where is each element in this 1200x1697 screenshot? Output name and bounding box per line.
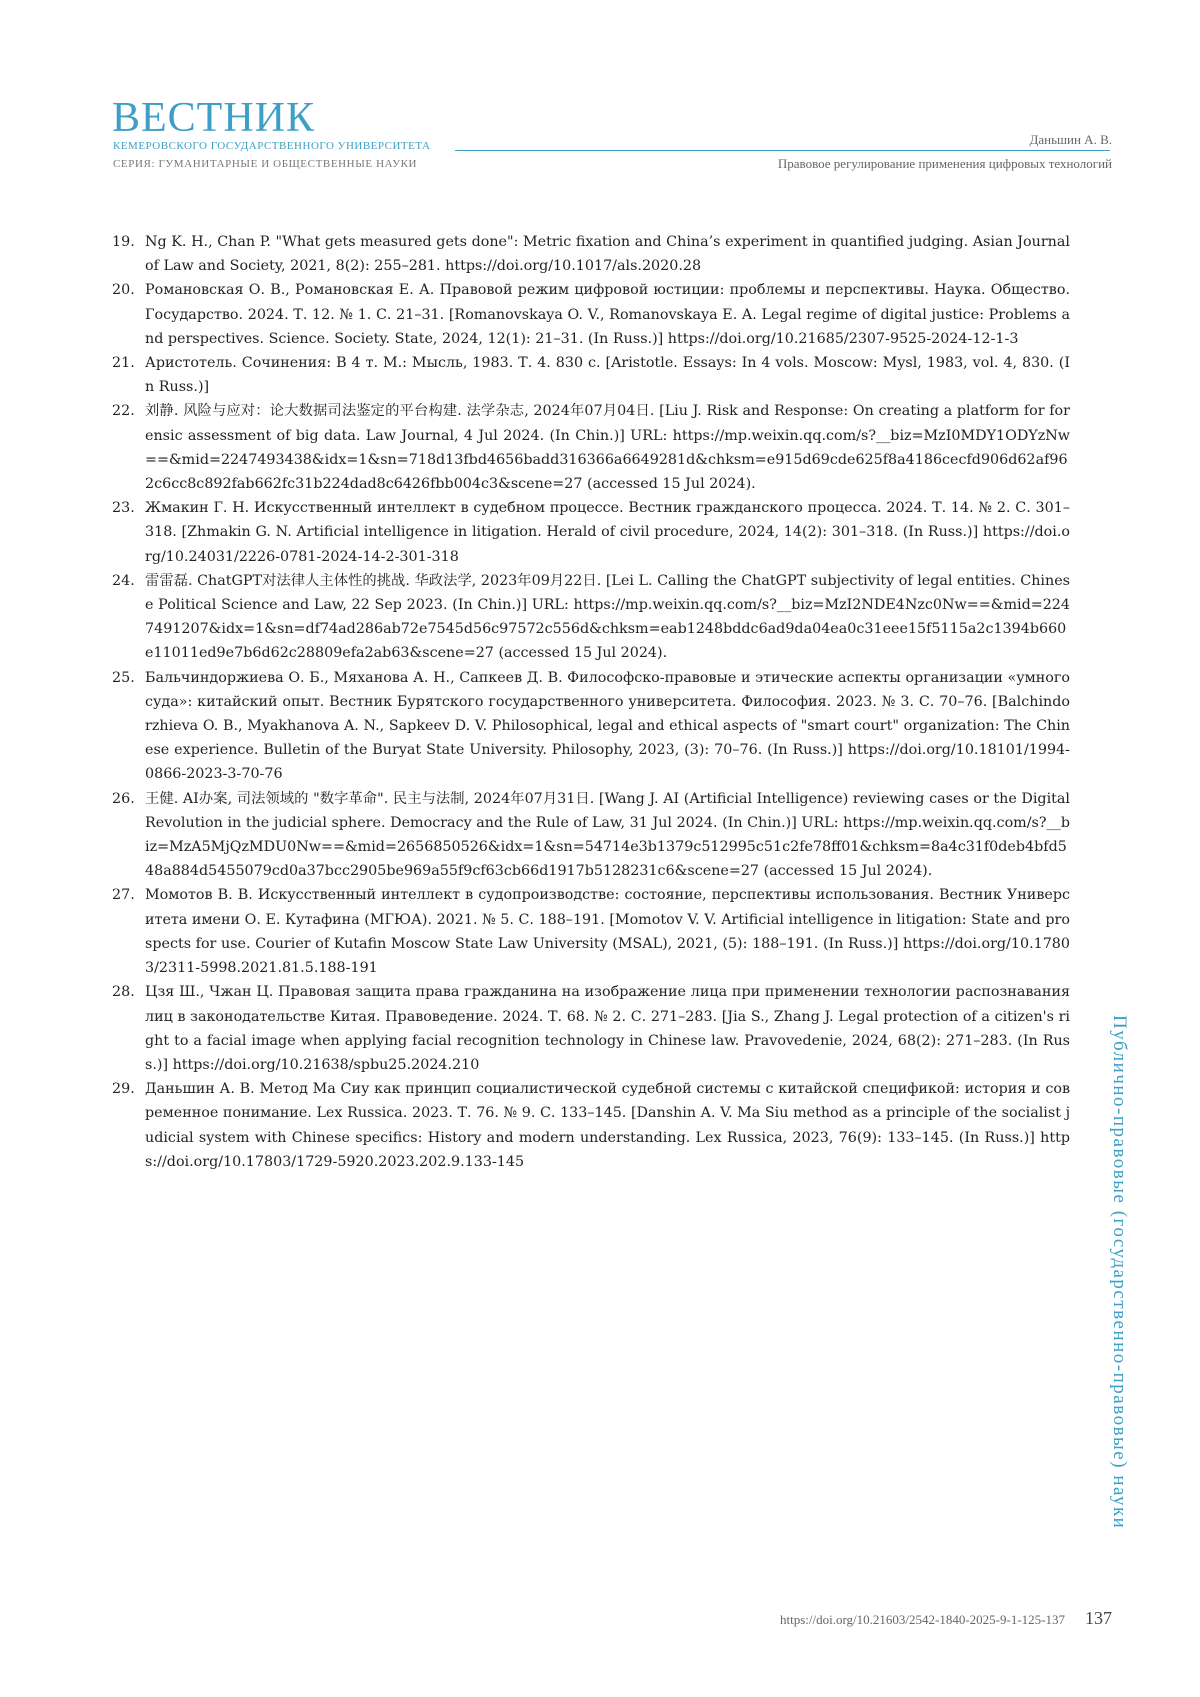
reference-number: 19. — [112, 234, 135, 250]
reference-number: 27. — [112, 887, 135, 904]
header-article-topic: Правовое регулирование применения цифровых технологий — [777, 156, 1112, 171]
reference-item-22 — [112, 399, 1070, 496]
reference-number: 20. — [112, 282, 135, 299]
footer-doi: https://doi.org/10.21603/2542-1840-2025-9-1-125-137 — [779, 1612, 1065, 1627]
journal-subtitle: КЕМЕРОВСКОГО ГОСУДАРСТВЕННОГО УНИВЕРСИТЕТА — [113, 140, 431, 152]
reference-item-23 — [112, 496, 1070, 569]
reference-number: 21. — [112, 355, 135, 372]
reference-item-26 — [112, 787, 1070, 884]
header-divider — [455, 150, 1110, 151]
reference-text: Жмакин Г. Н. Искусственный интеллект в судебном процессе. Вестник гражданского процесса. 2024. Т. 14. № 2. С. 301–318. [Zhmakin G. N. Artificial intelligence in litigation. Herald of civil procedure, 2024, 14(2): 301–318. (In Russ.)] https://doi.org/10.24031/2226-0781-2024-14-2-301-318 — [145, 500, 1070, 565]
side-section-label: Публично-правовые (государственно-правовые) науки — [1109, 1015, 1130, 1530]
journal-title: ВЕСТНИК — [112, 95, 316, 141]
reference-item-24 — [112, 569, 1070, 666]
reference-number: 26. — [112, 790, 135, 807]
reference-number: 24. — [112, 572, 135, 589]
reference-text: 雷雷磊. ChatGPT对法律人主体性的挑战. 华政法学, 2023年09月22日. [Lei L. Calling the ChatGPT subjectivity of legal entities. Chinese Political Science and Law, 22 Sep 2023. (In Chin.)] URL: https://mp.weixin.qq.com/s?__biz=MzI2NDE4Nzc0Nw==&mid=2247491207&idx=1&sn=df74ad286ab72e7545d56c97572c556d&chksm=eab1248bddc6ad9da04ea0c31eee15f5115a2c1394b660e11011ed9e7b6d62c28809efa2ab63&scene=27 (accessed 15 Jul 2024). — [145, 572, 1070, 662]
reference-text: Даньшин А. В. Метод Ма Сиу как принцип социалистической судебной системы с китайской спецификой: история и современное понимание. Lex Russica. 2023. Т. 76. № 9. С. 133–145. [Danshin A. V. Ma Siu method as a principle of the socialist judicial system with Chinese specifics: History and modern understanding. Lex Russica, 2023, 76(9): 133–145. (In Russ.)] https://doi.org/10.17803/1729-5920.2023.202.9.133-145 — [145, 1081, 1070, 1170]
header-author: Даньшин А. В. — [1029, 132, 1112, 147]
reference-number: 23. — [112, 500, 135, 517]
reference-item-27 — [112, 883, 1070, 980]
reference-text: 刘静. 风险与应对：论大数据司法鉴定的平台构建. 法学杂志, 2024年07月04日. [Liu J. Risk and Response: On creating a platform for forensic assessment of big data. Law Journal, 4 Jul 2024. (In Chin.)] URL: https://mp.weixin.qq.com/s?__biz=MzI0MDY1ODYzNw==&mid=2247493438&idx=1&sn=718d13fbd4656badd316366a6649281d&chksm=e915d69cde625f8a4186cecfd906d62af962c6cc8c892fab662fc31b224dad8c6426fbb004c3&scene=27 (accessed 15 Jul 2024). — [145, 403, 1070, 493]
journal-series: СЕРИЯ: ГУМАНИТАРНЫЕ И ОБЩЕСТВЕННЫЕ НАУКИ — [113, 158, 418, 170]
reference-item-29 — [112, 1077, 1070, 1174]
reference-list — [112, 230, 1070, 1174]
reference-number: 28. — [112, 984, 135, 1001]
reference-text: Бальчиндоржиева О. Б., Мяханова А. Н., Сапкеев Д. В. Философско-правовые и этические аспекты организации «умного суда»: китайский опыт. Вестник Бурятского государственного университета. Философия. 2023. № 3. С. 70–76. [Balchindorzhieva O. B., Myakhanova A. N., Sapkeev D. V. Philosophical, legal and ethical aspects of "smart court" organization: The Chinese experience. Bulletin of the Buryat State University. Philosophy, 2023, (3): 70–76. (In Russ.)] https://doi.org/10.18101/1994-0866-2023-3-70-76 — [145, 669, 1070, 783]
reference-text: Ng K. H., Chan P. "What gets measured gets done": Metric fixation and China’s experiment in quantified judging. Asian Journal of Law and Society, 2021, 8(2): 255–281. https://doi.org/10.1017/als.2020.28 — [145, 234, 1070, 275]
page-number: 137 — [1085, 1608, 1112, 1628]
reference-text: Романовская О. В., Романовская Е. А. Правовой режим цифровой юстиции: проблемы и перспективы. Наука. Общество. Государство. 2024. Т. 12. № 1. С. 21–31. [Romanovskaya O. V., Romanovskaya E. A. Legal regime of digital justice: Problems and perspectives. Science. Society. State, 2024, 12(1): 21–31. (In Russ.)] https://doi.org/10.21685/2307-9525-2024-12-1-3 — [145, 282, 1070, 347]
reference-text: Цзя Ш., Чжан Ц. Правовая защита права гражданина на изображение лица при применении технологии распознавания лиц в законодательстве Китая. Правоведение. 2024. Т. 68. № 2. С. 271–283. [Jia S., Zhang J. Legal protection of a citizen's right to a facial image when applying facial recognition technology in Chinese law. Pravovedenie, 2024, 68(2): 271–283. (In Russ.)] https://doi.org/10.21638/spbu25.2024.210 — [145, 984, 1070, 1073]
reference-item-19 — [112, 230, 1070, 278]
reference-text: Аристотель. Сочинения: В 4 т. М.: Мысль, 1983. Т. 4. 830 с. [Aristotle. Essays: In 4 vols. Moscow: Mysl, 1983, vol. 4, 830. (In Russ.)] — [145, 355, 1070, 396]
reference-item-20 — [112, 278, 1070, 351]
reference-item-25 — [112, 666, 1070, 787]
reference-number: 25. — [112, 669, 135, 686]
reference-item-21 — [112, 351, 1070, 399]
reference-text: Момотов В. В. Искусственный интеллект в судопроизводстве: состояние, перспективы использования. Вестник Университета имени О. Е. Кутафина (МГЮА). 2021. № 5. С. 188–191. [Momotov V. V. Artificial intelligence in litigation: State and prospects for use. Courier of Kutafin Moscow State Law University (MSAL), 2021, (5): 188–191. (In Russ.)] https://doi.org/10.17803/2311-5998.2021.81.5.188-191 — [145, 887, 1070, 977]
reference-item-28 — [112, 980, 1070, 1077]
reference-number: 22. — [112, 403, 135, 420]
reference-number: 29. — [112, 1081, 135, 1098]
reference-text: 王健. AI办案, 司法领域的 "数字革命". 民主与法制, 2024年07月31日. [Wang J. AI (Artificial Intelligence) reviewing cases or the Digital Revolution in the judicial sphere. Democracy and the Rule of Law, 31 Jul 2024. (In Chin.)] URL: https://mp.weixin.qq.com/s?__biz=MzA5MjQzMDU0Nw==&mid=2656850526&idx=1&sn=54714e3b1379c512995c51c2fe78ff01&chksm=8a4c31f0deb4bfd548a884d5455079cd0a37bcc2905be969a55f9cf63cb66d1917b5128231c6&scene=27 (accessed 15 Jul 2024). — [145, 790, 1070, 880]
